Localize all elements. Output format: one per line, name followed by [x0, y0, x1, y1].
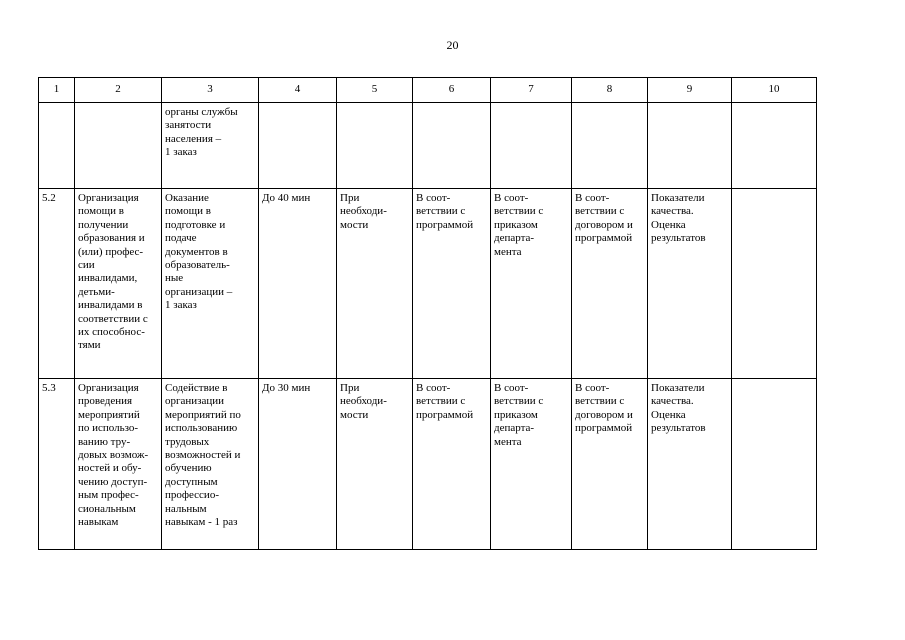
header-cell: 10 — [732, 78, 817, 103]
quality-cell: Показатели качества. Оценка результатов — [648, 379, 732, 550]
header-cell: 1 — [39, 78, 75, 103]
contract-cell: В соот- ветствии с договором и программой — [572, 379, 648, 550]
order-cell: В соот- ветствии с приказом департа- мента — [491, 189, 572, 379]
notes-cell — [732, 379, 817, 550]
quality-cell: Показатели качества. Оценка результатов — [648, 189, 732, 379]
service-description-cell: Оказание помощи в подготовке и подаче документов в образователь- ные организации – 1 заказ — [162, 189, 259, 379]
frequency-cell: При необходи- мости — [337, 189, 413, 379]
header-cell: 6 — [413, 78, 491, 103]
notes-cell — [732, 189, 817, 379]
header-cell: 8 — [572, 78, 648, 103]
conditions-cell — [413, 103, 491, 189]
services-table — [38, 77, 817, 550]
header-cell: 5 — [337, 78, 413, 103]
row-number-cell: 5.2 — [39, 189, 75, 379]
contract-cell: В соот- ветствии с договором и программой — [572, 189, 648, 379]
duration-cell — [259, 103, 337, 189]
table-row-5-3 — [39, 379, 817, 550]
duration-cell: До 30 мин — [259, 379, 337, 550]
contract-cell — [572, 103, 648, 189]
service-name-cell: Организация помощи в получении образования и (или) профес- сии инвалидами, детьми- инвалидами в соответствии с их способнос- тями — [75, 189, 162, 379]
header-cell: 7 — [491, 78, 572, 103]
table-row-continuation — [39, 103, 817, 189]
table-row-5-2 — [39, 189, 817, 379]
order-cell — [491, 103, 572, 189]
header-row — [39, 78, 817, 103]
header-cell: 9 — [648, 78, 732, 103]
order-cell: В соот- ветствии с приказом департа- мента — [491, 379, 572, 550]
header-cell: 3 — [162, 78, 259, 103]
row-number-cell — [39, 103, 75, 189]
row-number-cell: 5.3 — [39, 379, 75, 550]
service-description-cell: Содействие в организации мероприятий по использованию трудовых возможностей и обучению доступным профессио- нальным навыкам - 1 раз — [162, 379, 259, 550]
header-cell: 4 — [259, 78, 337, 103]
frequency-cell: При необходи- мости — [337, 379, 413, 550]
page-number: 20 — [446, 38, 459, 52]
quality-cell — [648, 103, 732, 189]
service-name-cell — [75, 103, 162, 189]
notes-cell — [732, 103, 817, 189]
duration-cell: До 40 мин — [259, 189, 337, 379]
service-name-cell: Организация проведения мероприятий по использо- ванию тру- довых возмож- ностей и обу- чению доступ- ным профес- сиональным навыкам — [75, 379, 162, 550]
conditions-cell: В соот- ветствии с программой — [413, 379, 491, 550]
frequency-cell — [337, 103, 413, 189]
header-cell: 2 — [75, 78, 162, 103]
service-description-cell: органы службы занятости населения – 1 заказ — [162, 103, 259, 189]
conditions-cell: В соот- ветствии с программой — [413, 189, 491, 379]
